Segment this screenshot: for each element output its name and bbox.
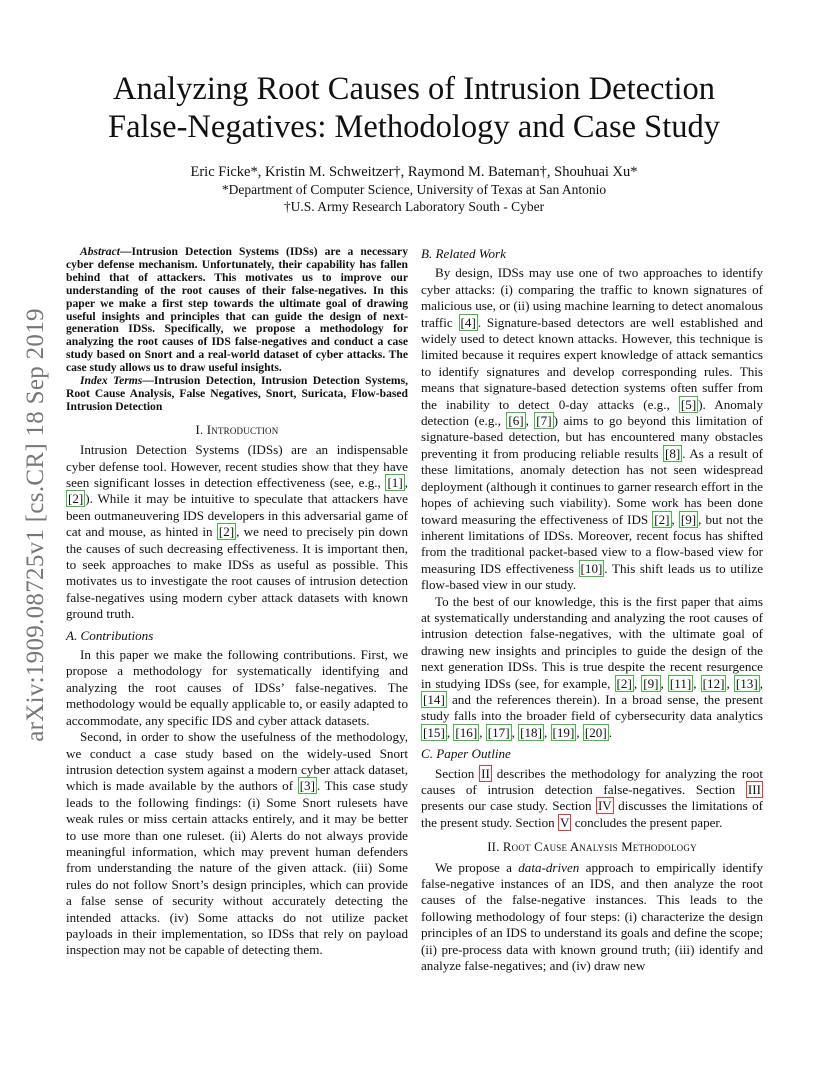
citation-link[interactable]: [2] bbox=[616, 675, 632, 691]
citation-link[interactable]: [3] bbox=[299, 778, 315, 794]
citation-link[interactable]: [2] bbox=[218, 524, 235, 540]
paper-title: Analyzing Root Causes of Intrusion Detection False-Negatives: Methodology and Case Study bbox=[108, 71, 720, 145]
methodology-paragraph: We propose a data-driven approach to empirically identify false-negative instances of an IDS, and then analyze the root causes of the false-negative instances. This leads to the following methodology of four steps: (i) characterize the design principles of an IDS to understand its goals and define the scope; (ii) pre-process data with known ground truth; (iii) identify and analyze false-negatives; and (iv) draw new bbox=[421, 859, 763, 974]
related-work-paragraph-2: To the best of our knowledge, this is the first paper that aims at systematically understanding and analyzing the root causes of intrusion detection false-negatives, with the ultimate goal of drawing new insights and principles to guide the design of the next generation IDSs. This is true despite the recent resurgence in studying IDSs (see, for example, [2] , [9] , [11] , [12] , [13] , [14] and the references therein). In a broad sense, the present study falls into the broader field of cybersecurity data analytics [15] , [16] , [17] , [18] , [19] , [20] . bbox=[421, 593, 763, 740]
citation-link[interactable]: [9] bbox=[680, 511, 697, 527]
citation-link[interactable]: [9] bbox=[643, 675, 659, 691]
outline-paragraph: Section II describes the methodology for analyzing the root causes of intrusion detection false-negatives. Section III presents our case study. Section IV discusses the limitations of the present study. Section V concludes the present paper. bbox=[421, 765, 763, 830]
section-link[interactable]: II bbox=[481, 765, 490, 781]
contributions-paragraph-2: Second, in order to show the usefulness of the methodology, we conduct a case study based on the widely-used Snort intrusion detection system against a modern cyber attack dataset, which is made available by the authors of [3] . This case study leads to the following findings: (i) Some Snort rulesets have weak rules or miss certain attacks entirely, and it may be better to use more than one ruleset. (ii) Alerts do not always provide meaningful information, which may prevent human defenders from understanding the nature of the given attack. (iii) Some rules do not follow Snort’s design principles, which can provide a false sense of security without accurately detecting the intended attacks. (iv) Some attacks do not utilize packet payloads in their implementation, so IDSs that rely on payload inspection may not be capable of detecting them. bbox=[66, 729, 408, 958]
author-list: Eric Ficke*, Kristin M. Schweitzer†, Raymond M. Bateman†, Shouhuai Xu* bbox=[190, 164, 638, 180]
citation-link[interactable]: [8] bbox=[664, 445, 681, 461]
citation-link[interactable]: [20] bbox=[584, 724, 607, 740]
citation-link[interactable]: [2] bbox=[68, 491, 84, 507]
citation-link[interactable]: [7] bbox=[536, 413, 552, 429]
section-introduction-heading: I. Introduction bbox=[195, 422, 279, 437]
arxiv-stamp: arXiv:1909.08725v1 [cs.CR] 18 Sep 2019 bbox=[22, 308, 49, 742]
citation-link[interactable]: [1] bbox=[387, 475, 403, 490]
citation-link[interactable]: [12] bbox=[702, 675, 725, 691]
section-link[interactable]: IV bbox=[597, 798, 612, 814]
citation-link[interactable]: [2] bbox=[654, 511, 670, 527]
citation-link[interactable]: [5] bbox=[680, 396, 697, 412]
subsection-outline-heading: C. Paper Outline bbox=[421, 746, 511, 762]
intro-paragraph: Intrusion Detection Systems (IDSs) are an indispensable cyber defense tool. However, recent studies show that they have seen significant losses in detection effectiveness (see, e.g., [1] , [2] ). While it may be intuitive to speculate that attackers have been outmaneuvering IDS developers in this adversarial game of cat and mouse, as hinted in [2] , we need to precisely pin down the causes of such decreasing effectiveness. It is important then, to seek approaches to make IDSs as useful as possible. This motivates us to investigate the root causes of intrusion detection false-negatives using modern cyber attack datasets with known ground truth. bbox=[66, 442, 409, 622]
emphasis-text: data-driven bbox=[518, 859, 580, 875]
affiliation-arl: †U.S. Army Research Laboratory South - Cyber bbox=[283, 199, 545, 214]
citation-link[interactable]: [16] bbox=[455, 724, 478, 740]
contributions-paragraph-1: In this paper we make the following contributions. First, we propose a methodology for systematically identifying and analyzing the root causes of IDSs’ false-negatives. The methodology would be equally applicable to, or easily adapted to accommodate, any specific IDS and cyber attack datasets. bbox=[66, 647, 408, 728]
section-link[interactable]: V bbox=[559, 814, 570, 830]
citation-link[interactable]: [18] bbox=[520, 724, 542, 740]
left-column bbox=[66, 246, 408, 959]
section-methodology-heading: II. Root Cause Analysis Methodology bbox=[487, 840, 697, 855]
abstract: Abstract—Intrusion Detection Systems (IDSs) are a necessary cyber defense mechanism. Unfortunately, their capability has fallen behind that of attackers. This motivates us to improve our understanding of the root causes of their false-negatives. In this paper we make a first step towards the ultimate goal of drawing useful insights and principles that can guide the design of next-generation IDSs. Specifically, we propose a methodology for analyzing the root causes of IDS false-negatives and conduct a case study based on Snort and a real-world dataset of cyber attacks. The case study allows us to draw useful insights. bbox=[66, 245, 408, 375]
citation-link[interactable]: [4] bbox=[460, 314, 476, 330]
right-column bbox=[421, 246, 763, 974]
affiliation-utsa: *Department of Computer Science, University of Texas at San Antonio bbox=[221, 182, 607, 197]
citation-link[interactable]: [15] bbox=[423, 724, 445, 740]
citation-link[interactable]: [14] bbox=[423, 691, 445, 707]
section-link[interactable]: III bbox=[747, 782, 761, 797]
subsection-related-work-heading: B. Related Work bbox=[421, 246, 506, 261]
related-work-paragraph-1: By design, IDSs may use one of two approaches to identify cyber attacks: (i) comparing the traffic to known signatures of malicious use, or (ii) using machine learning to detect anomalous traffic [4] . Signature-based detectors are well established and widely used to detect known attacks. However, this technique is limited because it requires expert knowledge of attack semantics to identify signatures and develop corresponding rules. This means that signature-based detection systems often suffer from the inability to detect 0-day attacks (e.g., [5] ). Anomaly detection (e.g., [6] , [7] ) aims to go beyond this limitation of signature-based detection, but has encountered many obstacles preventing it from producing reliable results [8] . As a result of these limitations, anomaly detection has not seen widespread deployment (although it continues to garner research effort in the hopes of achieving such viability). Some work has been done toward measuring the effectiveness of IDS [2] , [9] , but not the inherent limitations of IDSs. Moreover, recent focus has shifted from the traditional packet-based view to a flow-based view for measuring IDS effectiveness [10] . This shift leads us to utilize flow-based view in our study. bbox=[421, 265, 764, 593]
subsection-contributions-heading: A. Contributions bbox=[66, 627, 154, 643]
citation-link[interactable]: [17] bbox=[487, 724, 510, 740]
citation-link[interactable]: [6] bbox=[508, 413, 524, 429]
index-terms: Index Terms—Intrusion Detection, Intrusion Detection Systems, Root Cause Analysis, False Negatives, Snort, Suricata, Flow-based Intrusion Detection bbox=[66, 374, 408, 413]
citation-link[interactable]: [13] bbox=[735, 675, 758, 691]
citation-link[interactable]: [10] bbox=[580, 560, 603, 576]
citation-link[interactable]: [11] bbox=[669, 675, 692, 691]
citation-link[interactable]: [19] bbox=[552, 724, 575, 740]
